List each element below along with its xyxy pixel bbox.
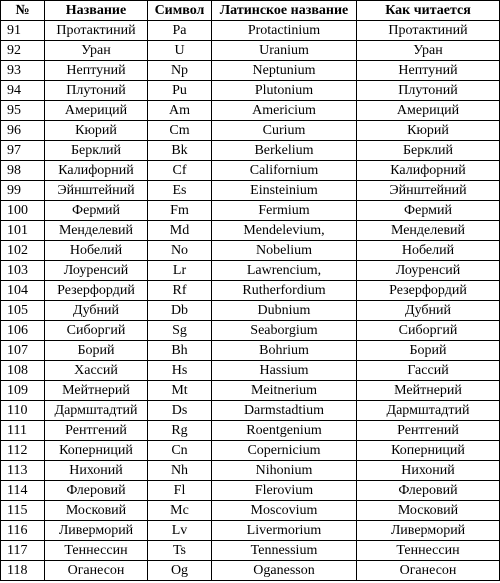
cell-pronunciation: Оганесон	[357, 561, 500, 581]
table-row	[1, 181, 500, 201]
table-row	[1, 61, 500, 81]
cell-symbol: Md	[148, 221, 212, 241]
cell-symbol: Rg	[148, 421, 212, 441]
cell-latin-name: Uranium	[212, 41, 357, 61]
cell-pronunciation: Плутоний	[357, 81, 500, 101]
cell-number: 117	[1, 541, 45, 561]
cell-number: 118	[1, 561, 45, 581]
cell-latin-name: Lawrencium,	[212, 261, 357, 281]
cell-symbol: Mc	[148, 501, 212, 521]
cell-symbol: Pa	[148, 21, 212, 41]
cell-symbol: Nh	[148, 461, 212, 481]
cell-name: Борий	[45, 341, 148, 361]
cell-latin-name: Darmstadtium	[212, 401, 357, 421]
cell-symbol: No	[148, 241, 212, 261]
cell-number: 102	[1, 241, 45, 261]
table-row	[1, 141, 500, 161]
cell-pronunciation: Калифорний	[357, 161, 500, 181]
cell-pronunciation: Рентгений	[357, 421, 500, 441]
cell-symbol: Og	[148, 561, 212, 581]
header-row	[1, 1, 500, 21]
cell-latin-name: Californium	[212, 161, 357, 181]
table-row	[1, 381, 500, 401]
cell-name: Нобелий	[45, 241, 148, 261]
table-row	[1, 161, 500, 181]
cell-latin-name: Moscovium	[212, 501, 357, 521]
cell-name: Рентгений	[45, 421, 148, 441]
cell-pronunciation: Коперниций	[357, 441, 500, 461]
cell-symbol: Rf	[148, 281, 212, 301]
cell-symbol: Sg	[148, 321, 212, 341]
cell-name: Хассий	[45, 361, 148, 381]
cell-pronunciation: Сиборгий	[357, 321, 500, 341]
cell-symbol: U	[148, 41, 212, 61]
cell-symbol: Hs	[148, 361, 212, 381]
cell-number: 114	[1, 481, 45, 501]
cell-symbol: Es	[148, 181, 212, 201]
table-row	[1, 541, 500, 561]
cell-latin-name: Hassium	[212, 361, 357, 381]
cell-number: 105	[1, 301, 45, 321]
cell-name: Резерфордий	[45, 281, 148, 301]
cell-number: 91	[1, 21, 45, 41]
cell-latin-name: Bohrium	[212, 341, 357, 361]
cell-symbol: Bk	[148, 141, 212, 161]
cell-latin-name: Mendelevium,	[212, 221, 357, 241]
cell-name: Протактиний	[45, 21, 148, 41]
cell-symbol: Np	[148, 61, 212, 81]
table-row	[1, 361, 500, 381]
cell-name: Америций	[45, 101, 148, 121]
cell-name: Дубний	[45, 301, 148, 321]
header-symbol: Символ	[148, 1, 212, 21]
cell-number: 112	[1, 441, 45, 461]
cell-pronunciation: Дубний	[357, 301, 500, 321]
cell-name: Коперниций	[45, 441, 148, 461]
cell-symbol: Ds	[148, 401, 212, 421]
cell-pronunciation: Америций	[357, 101, 500, 121]
cell-latin-name: Plutonium	[212, 81, 357, 101]
cell-name: Плутоний	[45, 81, 148, 101]
table-row	[1, 241, 500, 261]
cell-number: 101	[1, 221, 45, 241]
cell-number: 104	[1, 281, 45, 301]
cell-symbol: Am	[148, 101, 212, 121]
cell-number: 110	[1, 401, 45, 421]
table-row	[1, 481, 500, 501]
table-row	[1, 521, 500, 541]
table-row	[1, 441, 500, 461]
cell-pronunciation: Ливерморий	[357, 521, 500, 541]
cell-number: 109	[1, 381, 45, 401]
cell-number: 111	[1, 421, 45, 441]
cell-number: 115	[1, 501, 45, 521]
cell-pronunciation: Эйнштейний	[357, 181, 500, 201]
cell-latin-name: Copernicium	[212, 441, 357, 461]
cell-symbol: Bh	[148, 341, 212, 361]
table-body	[1, 21, 500, 581]
header-pronunciation: Как читается	[357, 1, 500, 21]
cell-number: 107	[1, 341, 45, 361]
table-row	[1, 121, 500, 141]
header-latin-name: Латинское название	[212, 1, 357, 21]
cell-name: Сиборгий	[45, 321, 148, 341]
cell-symbol: Db	[148, 301, 212, 321]
table-row	[1, 261, 500, 281]
cell-symbol: Pu	[148, 81, 212, 101]
cell-pronunciation: Дармштадтий	[357, 401, 500, 421]
cell-pronunciation: Кюрий	[357, 121, 500, 141]
cell-pronunciation: Берклий	[357, 141, 500, 161]
cell-name: Фермий	[45, 201, 148, 221]
table-row	[1, 501, 500, 521]
cell-name: Дармштадтий	[45, 401, 148, 421]
cell-name: Оганесон	[45, 561, 148, 581]
cell-latin-name: Meitnerium	[212, 381, 357, 401]
cell-latin-name: Tennessium	[212, 541, 357, 561]
table-row	[1, 221, 500, 241]
table-row	[1, 321, 500, 341]
header-number: №	[1, 1, 45, 21]
table-row	[1, 301, 500, 321]
cell-symbol: Lr	[148, 261, 212, 281]
cell-symbol: Mt	[148, 381, 212, 401]
cell-name: Теннессин	[45, 541, 148, 561]
cell-pronunciation: Гассий	[357, 361, 500, 381]
cell-number: 116	[1, 521, 45, 541]
cell-symbol: Ts	[148, 541, 212, 561]
cell-pronunciation: Лоуренсий	[357, 261, 500, 281]
cell-pronunciation: Нихоний	[357, 461, 500, 481]
cell-pronunciation: Московий	[357, 501, 500, 521]
cell-latin-name: Rutherfordium	[212, 281, 357, 301]
cell-latin-name: Seaborgium	[212, 321, 357, 341]
cell-number: 99	[1, 181, 45, 201]
cell-name: Кюрий	[45, 121, 148, 141]
table-row	[1, 41, 500, 61]
cell-number: 94	[1, 81, 45, 101]
table-row	[1, 341, 500, 361]
cell-symbol: Fm	[148, 201, 212, 221]
cell-latin-name: Roentgenium	[212, 421, 357, 441]
cell-latin-name: Curium	[212, 121, 357, 141]
cell-name: Берклий	[45, 141, 148, 161]
cell-name: Калифорний	[45, 161, 148, 181]
cell-name: Лоуренсий	[45, 261, 148, 281]
table-row	[1, 421, 500, 441]
table-row	[1, 461, 500, 481]
cell-name: Нихоний	[45, 461, 148, 481]
cell-latin-name: Nobelium	[212, 241, 357, 261]
cell-latin-name: Berkelium	[212, 141, 357, 161]
cell-name: Менделевий	[45, 221, 148, 241]
cell-pronunciation: Борий	[357, 341, 500, 361]
cell-symbol: Lv	[148, 521, 212, 541]
table-row	[1, 21, 500, 41]
cell-pronunciation: Мейтнерий	[357, 381, 500, 401]
cell-name: Нептуний	[45, 61, 148, 81]
cell-number: 93	[1, 61, 45, 81]
table-row	[1, 561, 500, 581]
cell-symbol: Cm	[148, 121, 212, 141]
cell-name: Ливерморий	[45, 521, 148, 541]
cell-pronunciation: Нептуний	[357, 61, 500, 81]
header-name: Название	[45, 1, 148, 21]
cell-pronunciation: Теннессин	[357, 541, 500, 561]
cell-latin-name: Flerovium	[212, 481, 357, 501]
cell-symbol: Cn	[148, 441, 212, 461]
table-row	[1, 201, 500, 221]
cell-number: 98	[1, 161, 45, 181]
cell-number: 96	[1, 121, 45, 141]
table-row	[1, 401, 500, 421]
cell-pronunciation: Менделевий	[357, 221, 500, 241]
cell-latin-name: Fermium	[212, 201, 357, 221]
cell-latin-name: Livermorium	[212, 521, 357, 541]
table-row	[1, 281, 500, 301]
cell-pronunciation: Флеровий	[357, 481, 500, 501]
cell-name: Московий	[45, 501, 148, 521]
cell-number: 95	[1, 101, 45, 121]
cell-latin-name: Protactinium	[212, 21, 357, 41]
cell-symbol: Cf	[148, 161, 212, 181]
cell-pronunciation: Резерфордий	[357, 281, 500, 301]
cell-name: Эйнштейний	[45, 181, 148, 201]
cell-number: 92	[1, 41, 45, 61]
cell-latin-name: Einsteinium	[212, 181, 357, 201]
cell-name: Уран	[45, 41, 148, 61]
cell-latin-name: Neptunium	[212, 61, 357, 81]
cell-pronunciation: Нобелий	[357, 241, 500, 261]
cell-latin-name: Americium	[212, 101, 357, 121]
cell-pronunciation: Фермий	[357, 201, 500, 221]
cell-pronunciation: Уран	[357, 41, 500, 61]
cell-number: 113	[1, 461, 45, 481]
cell-pronunciation: Протактиний	[357, 21, 500, 41]
table-row	[1, 81, 500, 101]
cell-number: 97	[1, 141, 45, 161]
cell-symbol: Fl	[148, 481, 212, 501]
cell-latin-name: Nihonium	[212, 461, 357, 481]
cell-number: 108	[1, 361, 45, 381]
cell-number: 106	[1, 321, 45, 341]
table-row	[1, 101, 500, 121]
cell-name: Флеровий	[45, 481, 148, 501]
cell-latin-name: Dubnium	[212, 301, 357, 321]
cell-latin-name: Oganesson	[212, 561, 357, 581]
cell-name: Мейтнерий	[45, 381, 148, 401]
cell-number: 103	[1, 261, 45, 281]
cell-number: 100	[1, 201, 45, 221]
